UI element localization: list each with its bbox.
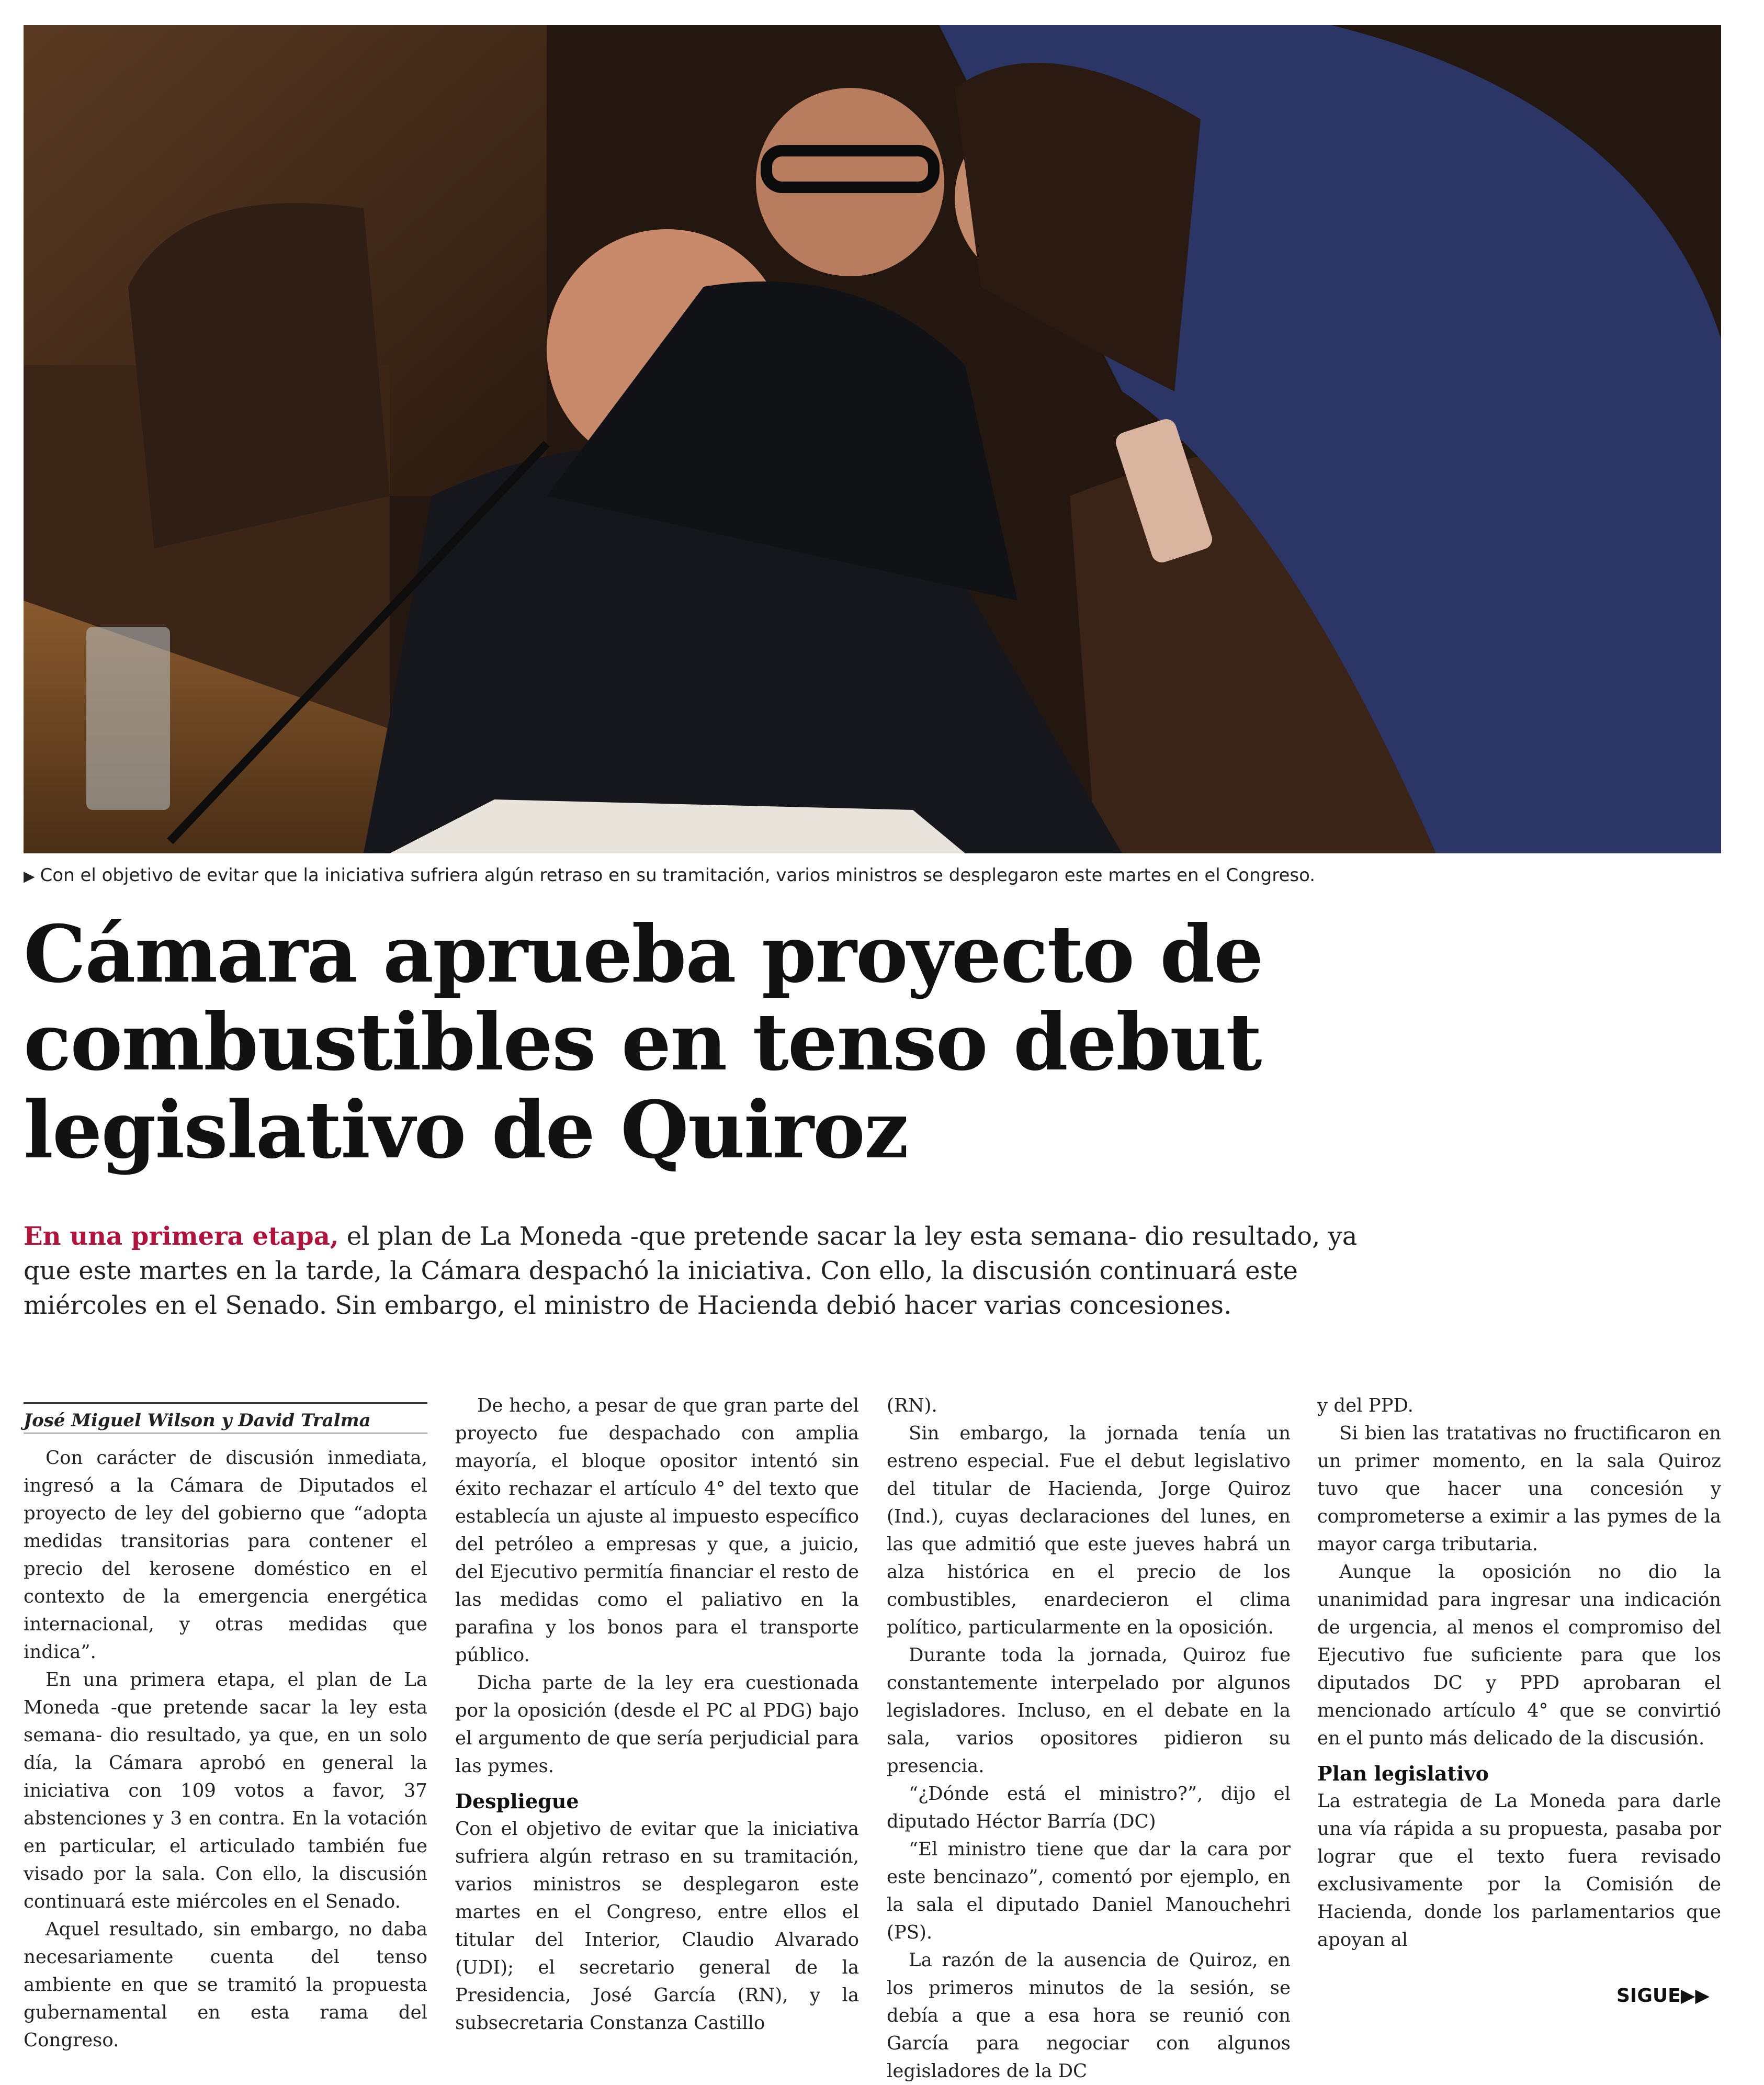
paragraph: “¿Dónde está el ministro?”, dijo el diputado Héctor Barría (DC) bbox=[887, 1783, 1291, 1832]
section-heading-despliegue: Despliegue bbox=[455, 1789, 579, 1813]
paragraph: Con el objetivo de evitar que la iniciativa sufriera algún retraso en su tramitación, varios ministros se desplegaron este martes en el Congreso, entre ellos el titular del Interior, Claudio Alvarado (UDI); el secretario general de la Presidencia, José García (RN), y la subsecretaria Constanza Castillo bbox=[455, 1818, 859, 2034]
photo-caption-text: Con el objetivo de evitar que la iniciativa sufriera algún retraso en su tramitación, varios ministros se desplegaron este martes en el Congreso. bbox=[40, 865, 1316, 886]
article-column-2 bbox=[455, 1392, 859, 2037]
continue-label: SIGUE bbox=[1616, 1985, 1681, 2007]
paragraph: (RN). bbox=[887, 1395, 937, 1416]
photo-illustration bbox=[24, 25, 1721, 853]
article-photo bbox=[24, 25, 1721, 853]
lead-kicker: En una primera etapa, bbox=[24, 1222, 339, 1251]
paragraph: Sin embargo, la jornada tenía un estreno especial. Fue el debut legislativo del titular de Hacienda, Jorge Quiroz (Ind.), cuyas declaraciones del lunes, en las que admitió que este jueves habrá un alza histórica en el precio de los combustibles, enardecieron el clima político, particularmente en la oposición. bbox=[887, 1423, 1291, 1638]
byline-divider bbox=[24, 1433, 427, 1434]
paragraph: La razón de la ausencia de Quiroz, en los primeros minutos de la sesión, se debía a que a esa hora se reunió con García para negociar con algunos legisladores de la DC bbox=[887, 1949, 1291, 2082]
headline: Cámara aprueba proyecto de combustibles en tenso debut legislativo de Quiroz bbox=[24, 908, 1263, 1176]
paragraph: Aunque la oposición no dio la unanimidad para ingresar una indicación de urgencia, al menos el compromiso del Ejecutivo fue suficiente para que los diputados DC y PPD aprobaran el mencionado artículo 4° que se convirtió en el punto más delicado de la discusión. bbox=[1317, 1561, 1721, 1749]
paragraph: La estrategia de La Moneda para darle una vía rápida a su propuesta, pasaba por lograr que el texto fuera revisado exclusivamente por la Comisión de Hacienda, donde los parlamentarios que apoyan al bbox=[1317, 1790, 1721, 1951]
byline: José Miguel Wilson y David Tralma bbox=[24, 1402, 427, 1432]
paragraph: “El ministro tiene que dar la cara por este bencinazo”, comentó por ejemplo, en la sala el diputado Daniel Manouchehri (PS). bbox=[887, 1839, 1291, 1943]
lead-text: el plan de La Moneda -que pretende sacar la ley esta semana- dio resultado, ya que este martes en la tarde, la Cámara despachó la iniciativa. Con ello, la discusión continuará este miércoles en el Senado. Sin embargo, el ministro de Hacienda debió hacer varias concesiones. bbox=[24, 1222, 1358, 1320]
paragraph: Aquel resultado, sin embargo, no daba necesariamente cuenta del tenso ambiente en que se tramitó la propuesta gubernamental en esta rama del Congreso. bbox=[24, 1919, 427, 2051]
article-column-1 bbox=[24, 1444, 427, 2054]
paragraph: En una primera etapa, el plan de La Moneda -que pretende sacar la ley esta semana- dio resultado, ya que, en un solo día, la Cámara aprobó en general la iniciativa con 109 votos a favor, 37 abstenciones y 3 en contra. En la votación en particular, el articulado también fue visado por la sala. Con ello, la discusión continuará este miércoles en el Senado. bbox=[24, 1669, 427, 1912]
paragraph: Durante toda la jornada, Quiroz fue constantemente interpelado por algunos legisladores. Incluso, en el debate en la sala, varios opositores pidieron su presencia. bbox=[887, 1644, 1291, 1777]
paragraph: De hecho, a pesar de que gran parte del proyecto fue despachado con amplia mayoría, el bloque opositor intentó sin éxito rechazar el artículo 4° del texto que establecía un ajuste al impuesto específico del petróleo a empresas y que, a juicio, del Ejecutivo permitía financiar el resto de las medidas como el paliativo en la parafina y los bonos para el transporte público. bbox=[455, 1395, 859, 1666]
continue-marker bbox=[1616, 1983, 1710, 2009]
paragraph: y del PPD. bbox=[1317, 1395, 1414, 1416]
caption-triangle-icon: ▶ bbox=[24, 867, 35, 885]
lead-paragraph bbox=[24, 1219, 1384, 1323]
double-arrow-icon: ▶▶ bbox=[1680, 1985, 1710, 2007]
photo-caption bbox=[24, 862, 1721, 889]
paragraph: Dicha parte de la ley era cuestionada por la oposición (desde el PC al PDG) bajo el argumento de que sería perjudicial para las pymes. bbox=[455, 1672, 859, 1777]
article-column-3 bbox=[887, 1392, 1291, 2085]
section-heading-plan-legislativo: Plan legislativo bbox=[1317, 1762, 1489, 1785]
paragraph: Si bien las tratativas no fructificaron en un primer momento, en la sala Quiroz tuvo que hacer una concesión y comprometerse a eximir a las pymes de la mayor carga tributaria. bbox=[1317, 1423, 1721, 1555]
paragraph: Con carácter de discusión inmediata, ingresó a la Cámara de Diputados el proyecto de ley del gobierno que “adopta medidas transitorias para contener el precio del kerosene doméstico en el contexto de la emergencia energética internacional, y otras medidas que indica”. bbox=[24, 1447, 427, 1663]
article-column-4 bbox=[1317, 1392, 1721, 1954]
